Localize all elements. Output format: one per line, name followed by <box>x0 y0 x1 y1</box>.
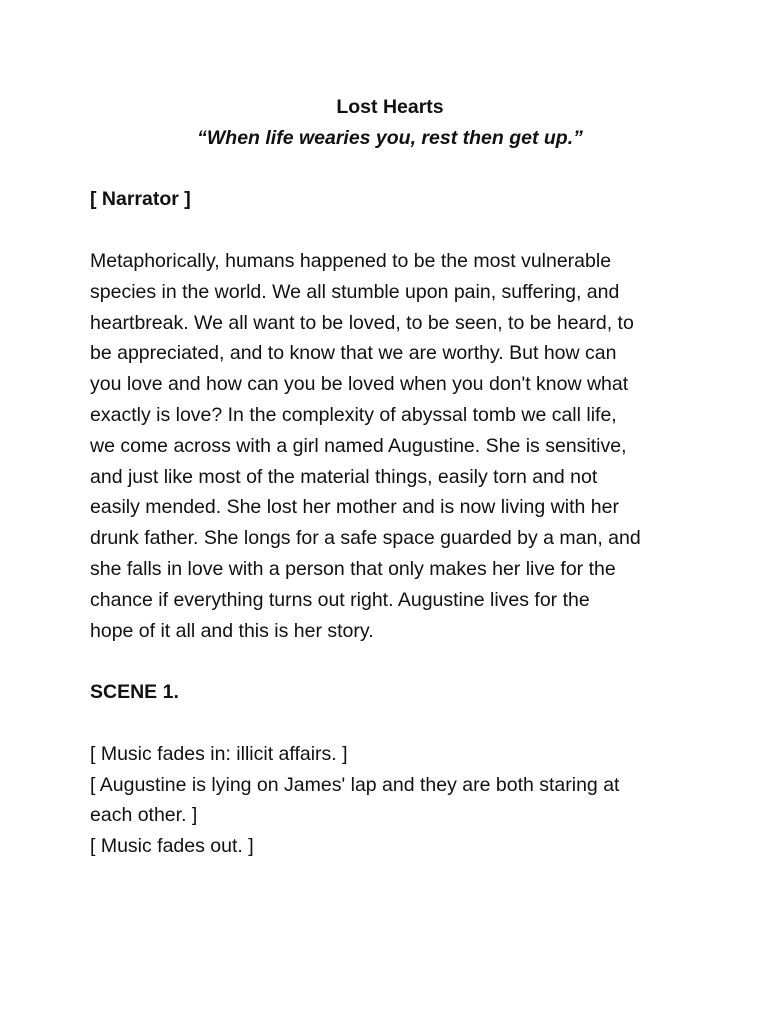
narration-line: easily mended. She lost her mother and is now living with her <box>90 496 619 519</box>
narration-paragraph <box>90 246 690 646</box>
document-subtitle: “When life wearies you, rest then get up.” <box>197 126 583 149</box>
blank-line <box>90 708 690 739</box>
speaker-heading: [ Narrator ] <box>90 188 191 211</box>
scene-heading: SCENE 1. <box>90 681 179 704</box>
narration-line: she falls in love with a person that only makes her live for the <box>90 557 616 580</box>
narration-line: and just like most of the material things, easily torn and not <box>90 465 598 488</box>
narration-line: exactly is love? In the complexity of abyssal tomb we call life, <box>90 403 617 426</box>
document-title: Lost Hearts <box>336 96 444 118</box>
stage-direction: [ Music fades in: illicit affairs. ] <box>90 742 348 765</box>
narration-line: we come across with a girl named Augustine. She is sensitive, <box>90 434 627 457</box>
narration-line: hope of it all and this is her story. <box>90 619 374 642</box>
narration-line: species in the world. We all stumble upon pain, suffering, and <box>90 280 620 303</box>
narration-line: drunk father. She longs for a safe space guarded by a man, and <box>90 527 641 550</box>
blank-line <box>90 215 690 246</box>
narration-line: Metaphorically, humans happened to be the most vulnerable <box>90 249 612 272</box>
stage-direction: [ Augustine is lying on James' lap and they are both staring at <box>90 773 620 796</box>
narration-line: you love and how can you be loved when you don't know what <box>90 373 629 396</box>
document-content <box>90 92 690 862</box>
narration-line: chance if everything turns out right. Augustine lives for the <box>90 588 590 611</box>
narration-line: heartbreak. We all want to be loved, to be seen, to be heard, to <box>90 311 634 334</box>
stage-direction: each other. ] <box>90 804 198 827</box>
stage-direction: [ Music fades out. ] <box>90 835 254 858</box>
blank-line <box>90 154 690 185</box>
narration-line: be appreciated, and to know that we are worthy. But how can <box>90 342 617 365</box>
blank-line <box>90 646 690 677</box>
